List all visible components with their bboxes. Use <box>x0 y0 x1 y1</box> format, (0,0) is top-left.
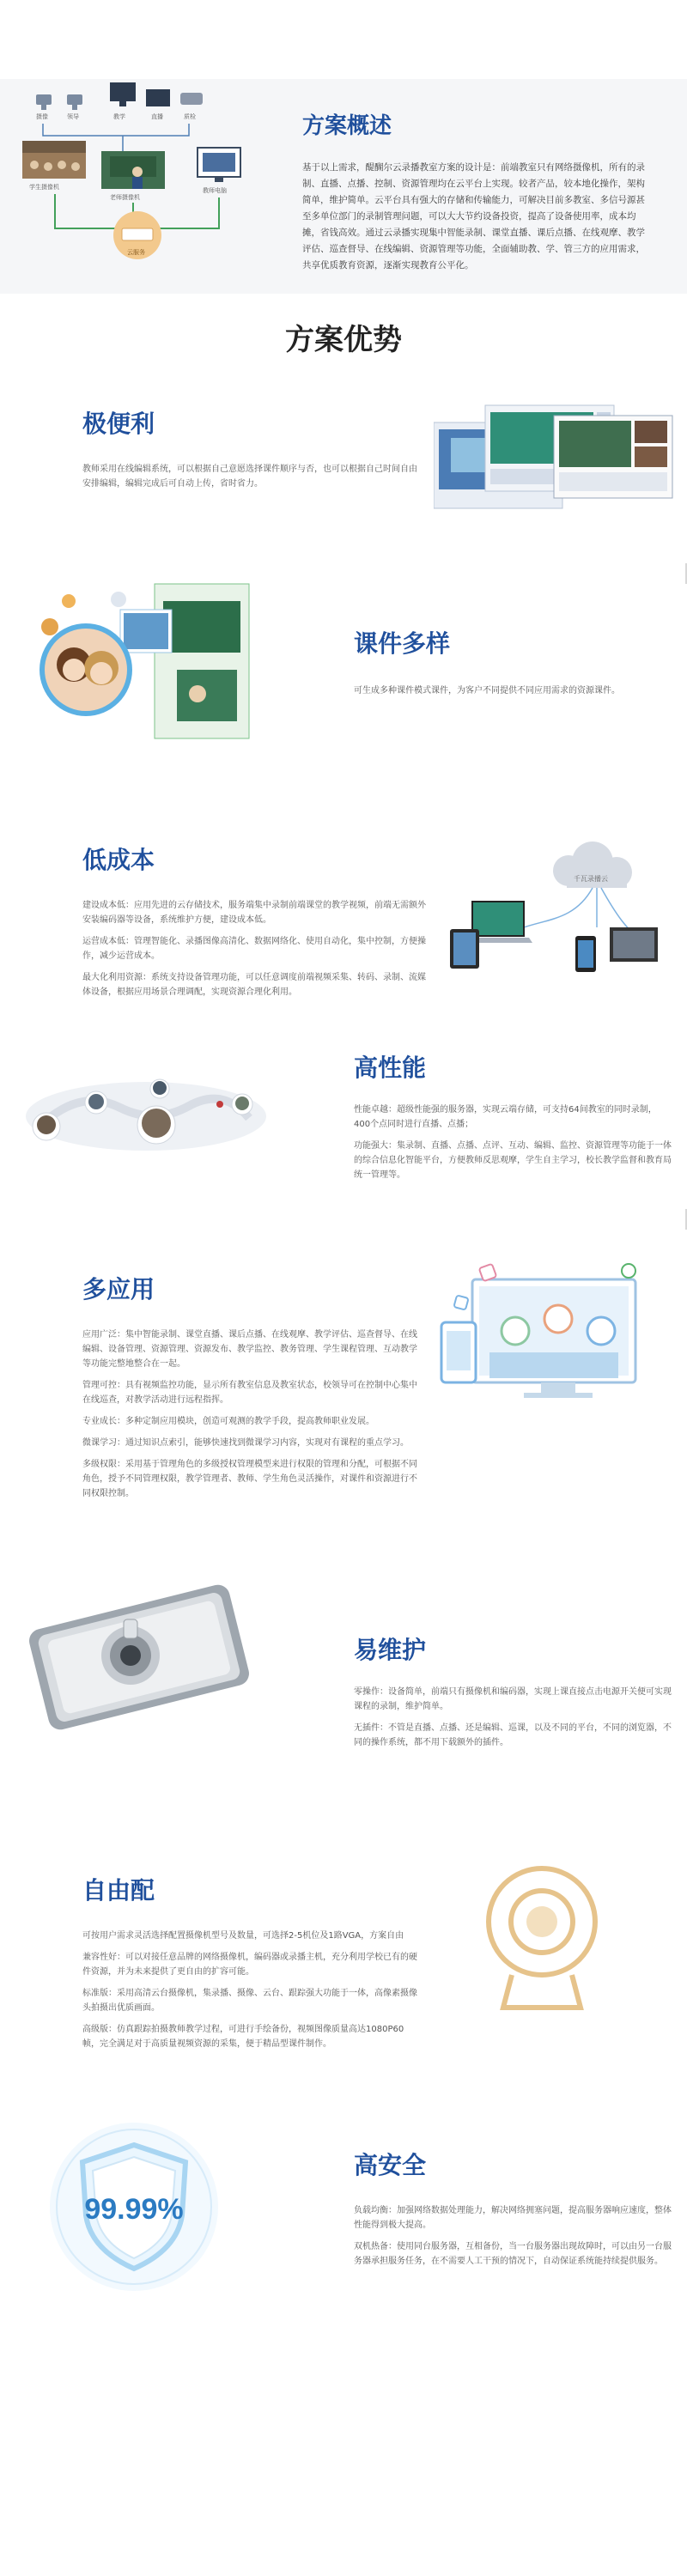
overview-title: 方案概述 <box>302 113 392 139</box>
cloud-label: 千瓦录播云 <box>574 875 608 883</box>
section-paragraph: 可按用户需求灵活选择配置摄像机型号及数量，可选择2-5机位及1路VGA，方案自由 <box>82 1931 404 1941</box>
screen-icon <box>146 89 170 106</box>
section-body <box>82 462 417 498</box>
diagram-top-label: 质检 <box>184 113 196 120</box>
diagram-top-label: 直播 <box>151 113 163 120</box>
device-illustration <box>19 1571 259 1743</box>
section-body <box>82 898 426 1006</box>
monitor-icon <box>610 927 658 962</box>
camera-icon <box>36 94 52 110</box>
security-badge <box>48 2121 220 2293</box>
overview-body: 基于以上需求，醍醐尔云录播教室方案的设计是：前端教室只有网络摄像机，所有的录制、直播、点播、控制、资源管理均在云平台上实现。较者产品，较本地化操作，架构简单，维护简单。云平台具有强大的存储和传输能力，可解决目前多教室、多信号源甚至多单位部门的录制管理问题，可以大大节约设备投资，提高了设备使用率，成本均摊，省钱高效。通过云录播实现集中智能录制、课堂直播、课后点播、在线观摩、教学评估、巡查督导、在线编辑、资源管理等功能，全面辅助教、学、管三方的应用需求，共享优质教育资源，逐渐实现教育公平化。 <box>302 162 645 270</box>
section-paragraph: 高级版：仿真跟踪拍摄教师教学过程，可进行手绘备份，视频图像质量高达1080P60帧，完全满足对于高质量视频资源的采集，便于精品型课件制作。 <box>82 2025 404 2049</box>
section-paragraph: 专业成长：多种定制应用模块，创造可观测的教学手段，提高教师职业发展。 <box>82 1417 374 1426</box>
section-body <box>82 1929 417 2058</box>
section-body <box>354 1103 672 1189</box>
diagram-top-label: 摄像 <box>36 113 48 120</box>
diagram-top-label: 教学 <box>113 113 125 120</box>
diagram-room-label: 老师摄像机 <box>110 194 140 201</box>
projector-icon <box>180 93 203 105</box>
section-body <box>354 1685 672 1757</box>
security-percentage: 99.99% <box>84 2193 184 2226</box>
advantages-title: 方案优势 <box>285 323 402 357</box>
teacher-camera-photo <box>101 151 165 189</box>
section-body <box>354 2203 672 2275</box>
section-paragraph: 负载均衡：加强网络数据处理能力，解决网络拥塞问题，提高服务器响应速度，整体性能得到极大提高。 <box>354 2206 672 2230</box>
phone-icon <box>441 1322 476 1382</box>
tablet-icon <box>450 929 479 969</box>
section-body <box>82 1327 417 1508</box>
section-title: 课件多样 <box>354 629 451 658</box>
world-map-illustration <box>17 1065 275 1159</box>
section-title: 易维护 <box>354 1636 427 1664</box>
monitor-icon <box>110 82 136 106</box>
section-paragraph: 教师采用在线编辑系统，可以根据自己意愿选择课件顺序与否，也可以根据自己时间自由安排编辑，编辑完成后可自动上传，省时省力。 <box>82 465 417 489</box>
section-paragraph: 双机热备：使用同台服务器，互相备份，当一台服务器出现故障时，可以由另一台服务器承担服务任务，在不需要人工干预的情况下，自动保证系统能持续提供服务。 <box>354 2242 672 2266</box>
section-paragraph: 标准版：采用高清云台摄像机，集录播、摄像、云台、跟踪强大功能于一体，高像素摄像头拍摄出优质画面。 <box>82 1989 417 2013</box>
diagram-room-label: 教师电脑 <box>203 187 227 194</box>
section-paragraph: 功能强大：集录制、直播、点播、点评、互动、编辑、监控、资源管理等功能于一体的综合信息化智能平台，方便教师反思观摩，学生自主学习，校长教学监督和教育局统一管理等。 <box>354 1141 672 1180</box>
section-paragraph: 多级权限：采用基于管理角色的多级授权管理模型来进行权限的管理和分配，可根据不同角色，授予不同管理权限，教学管理者、教师、学生角色灵活操作，对课件和资源进行不同权限控制。 <box>82 1460 417 1498</box>
section-paragraph: 无插件：不管是直播、点播、还是编辑、巡课，以及不同的平台，不同的浏览器，不同的操作系统，都不用下载额外的插件。 <box>354 1723 672 1747</box>
courseware-illustration <box>26 575 266 747</box>
phone-icon <box>575 936 596 972</box>
section-title: 高性能 <box>354 1054 427 1082</box>
diagram-room-label: 学生摄像机 <box>29 184 59 191</box>
cloud-devices-illustration <box>447 824 661 987</box>
section-title: 自由配 <box>82 1876 155 1905</box>
diagram-top-label: 领导 <box>67 113 79 120</box>
multi-app-illustration <box>429 1262 653 1417</box>
webcam-icon <box>477 1855 606 2018</box>
section-paragraph: 兼容性好：可以对接任意品牌的网络摄像机，编码器或录播主机，充分利用学校已有的硬件资源，并为未来提供了更自由的扩容可能。 <box>82 1953 417 1977</box>
section-paragraph: 运营成本低：管理智能化、录播图像高清化、数据网络化、使用自动化，集中控制，方便操作，减少运营成本。 <box>82 937 426 961</box>
teacher-computer-icon <box>198 148 240 182</box>
section-paragraph: 微课学习：通过知识点索引，能够快速找到微课学习内容，实现对有课程的重点学习。 <box>82 1438 409 1448</box>
section-title: 低成本 <box>82 846 155 874</box>
architecture-diagram <box>17 82 266 271</box>
section-title: 高安全 <box>354 2151 427 2179</box>
section-paragraph: 建设成本低：应用先进的云存储技术，服务端集中录制前端课堂的教学视频，前端无需额外安装编码器等设备，系统维护方便，建设成本低。 <box>82 901 426 925</box>
section-paragraph: 性能卓越：超级性能强的服务器，实现云端存储，可支持64间教室的同时录制，400个点同时进行直播、点播； <box>354 1105 657 1129</box>
section-paragraph: 应用广泛：集中智能录制、课堂直播、课后点播、在线观摩、教学评估、巡查督导、在线编辑、设备管理、资源管理、资源发布、教学监控、教务管理、学生课程管理、互动教学等功能完整地整合在一起。 <box>82 1330 417 1369</box>
editor-screens-illustration <box>434 397 674 526</box>
camera-icon <box>67 94 82 110</box>
section-paragraph: 零操作：设备简单，前端只有摄像机和编码器，实现上课直接点击电源开关便可实现课程的录制，维护简单。 <box>354 1687 672 1711</box>
section-paragraph: 可生成多种课件模式课件，为客户不同提供不同应用需求的资源课件。 <box>354 686 620 696</box>
section-body <box>354 683 663 705</box>
section-title: 极便利 <box>82 410 155 438</box>
section-paragraph: 最大化利用资源：系统支持设备管理功能，可以任意调度前端视频采集、转码、录制、流媒体设备，根据应用场景合理调配，实现资源合理化利用。 <box>82 973 426 997</box>
section-title: 多应用 <box>82 1275 155 1303</box>
section-paragraph: 管理可控：具有视频监控功能，显示所有教室信息及教室状态，校领导可在控制中心集中在线巡查，对教学活动进行远程指挥。 <box>82 1381 417 1405</box>
student-camera-photo <box>22 141 86 179</box>
diagram-center-label: 云服务 <box>127 249 145 256</box>
